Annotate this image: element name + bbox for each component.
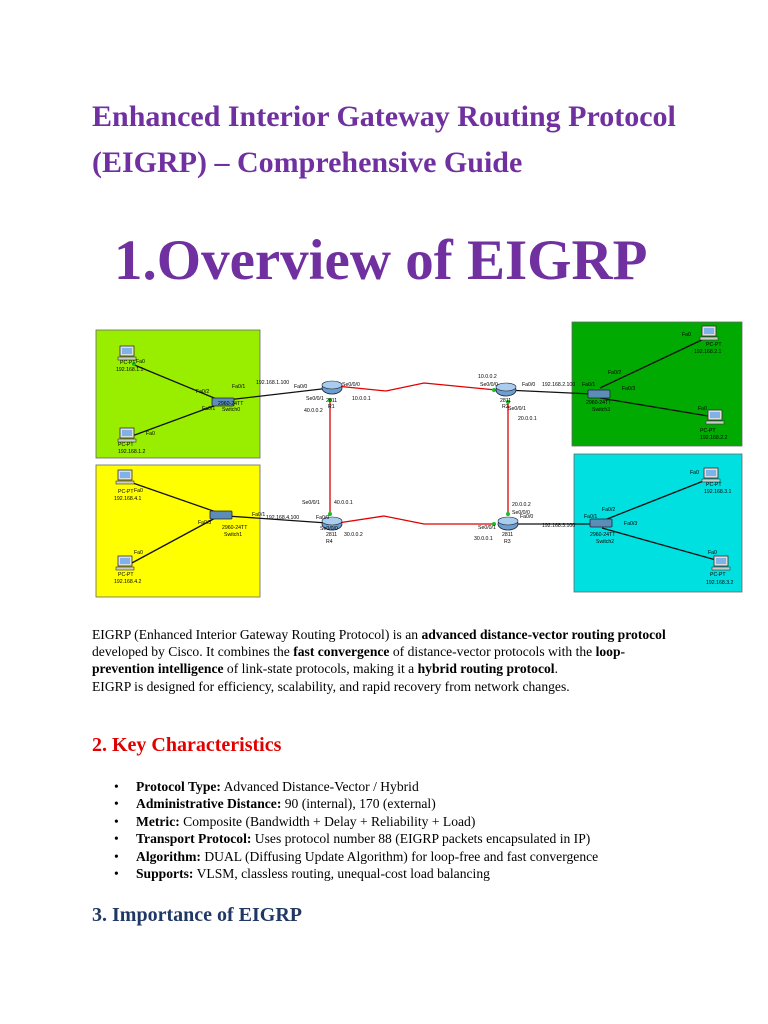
router-name: R4 — [326, 539, 333, 545]
router-name: R3 — [504, 539, 511, 545]
area-lan-192-168-2 — [572, 322, 742, 446]
switch-icon — [210, 511, 232, 519]
switch-port: Fa0/1 — [584, 514, 598, 520]
section-overview-heading: 1.Overview of EIGRP — [114, 229, 648, 292]
intro-text-line2: EIGRP is designed for efficiency, scalability, and rapid recovery from network changes. — [92, 678, 570, 694]
switch-port: Fa0/3 — [198, 520, 212, 526]
switch-model: 2960-24TT — [218, 401, 244, 407]
intro-bold-text: advanced distance-vector routing protocol — [421, 627, 666, 642]
pc-name: PC-PT — [700, 428, 716, 434]
pc-ip: 192.168.3.2 — [706, 580, 734, 586]
characteristic-label: Metric: — [136, 813, 180, 829]
switch-port: Fa0/3 — [622, 386, 636, 392]
pc-name: PC-PT — [118, 489, 134, 495]
characteristic-label: Transport Protocol: — [136, 831, 252, 847]
router-ip: 20.0.0.2 — [512, 502, 531, 508]
characteristics-list — [92, 778, 712, 882]
switch-name: Switch1 — [224, 532, 243, 538]
router-port: Se0/0/0 — [320, 526, 338, 532]
characteristic-text: DUAL (Diffusing Update Algorithm) for loop-free and fast convergence — [200, 848, 599, 864]
intro-bold-text: hybrid routing protocol — [417, 661, 555, 677]
pc-ip: 192.168.1.2 — [118, 449, 146, 455]
characteristic-label: Supports: — [136, 866, 194, 882]
switch-name: Switch2 — [596, 539, 615, 545]
intro-bold-text: fast convergence — [293, 644, 390, 660]
document-title: Enhanced Interior Gateway Routing Protocol (EIGRP) – Comprehensive Guide — [92, 100, 676, 179]
network-topology-diagram — [94, 318, 744, 598]
port-label: Fa0 — [136, 359, 145, 365]
switch-icon — [590, 519, 612, 527]
characteristic-label: Algorithm: — [136, 848, 201, 864]
port-label: Fa0 — [134, 550, 143, 556]
router-port: Se0/0/1 — [478, 525, 496, 531]
switch-port: Fa0/1 — [232, 384, 246, 390]
switch-model: 2960-24TT — [590, 532, 616, 538]
router-ip: 30.0.0.2 — [344, 532, 363, 538]
router-ip: 192.168.1.100 — [256, 380, 290, 386]
characteristic-label: Protocol Type: — [136, 779, 221, 794]
port-label: Fa0 — [146, 431, 155, 437]
intro-text: developed by Cisco. It combines the — [92, 644, 294, 660]
pc-ip: 192.168.2.2 — [700, 435, 728, 441]
characteristic-text: Composite (Bandwidth + Delay + Reliability + Load) — [179, 813, 476, 829]
port-label: Fa0 — [708, 550, 717, 556]
router-model: 2811 — [326, 398, 338, 404]
characteristic-text: Advanced Distance-Vector / Hybrid — [220, 779, 419, 794]
switch-icon — [588, 390, 610, 398]
router-model: 2811 — [500, 398, 512, 404]
router-port: Fa0/0 — [294, 384, 308, 390]
router-ip: 192.168.4.100 — [266, 515, 300, 521]
router-ip: 10.0.0.1 — [352, 396, 371, 402]
intro-text: . — [554, 661, 558, 677]
pc-name: PC-PT — [118, 442, 134, 448]
pc-name: PC-PT — [706, 342, 722, 348]
switch-port: Fa0/2 — [196, 389, 210, 395]
router-ip: 10.0.0.2 — [478, 374, 497, 380]
pc-ip: 192.168.1.1 — [116, 367, 144, 373]
pc-icon — [118, 428, 136, 442]
switch-port: Fa0/2 — [608, 370, 622, 376]
router-icon — [496, 383, 516, 396]
pc-icon — [116, 470, 134, 484]
list-item — [92, 795, 712, 812]
pc-icon — [116, 556, 134, 570]
list-item — [92, 778, 712, 795]
router-name: R2 — [502, 404, 509, 410]
intro-text: of link-state protocols, making it a — [223, 661, 418, 677]
pc-ip: 192.168.4.1 — [114, 496, 142, 502]
pc-icon — [700, 326, 718, 340]
router-ip: 20.0.0.1 — [518, 416, 537, 422]
router-port: Se0/0/1 — [302, 500, 320, 506]
pc-ip: 192.168.3.1 — [704, 489, 732, 495]
list-item — [92, 813, 712, 830]
intro-text: EIGRP (Enhanced Interior Gateway Routing Protocol) is an — [92, 627, 422, 642]
section-key-characteristics-heading: 2. Key Characteristics — [92, 734, 282, 756]
list-item — [92, 865, 712, 882]
router-port: Se0/0/0 — [342, 382, 360, 388]
pc-name: PC-PT — [706, 482, 722, 488]
pc-icon — [712, 556, 730, 570]
switch-name: Switch3 — [592, 407, 611, 413]
switch-name: Switch0 — [222, 407, 241, 413]
port-label: Fa0 — [698, 406, 707, 412]
router-ip: 40.0.0.2 — [304, 408, 323, 414]
switch-model: 2960-24TT — [586, 400, 612, 406]
router-icon — [498, 517, 518, 530]
pc-name: PC-PT — [710, 572, 726, 578]
intro-paragraph — [92, 626, 682, 695]
port-label: Fa0 — [690, 470, 699, 476]
pc-icon — [118, 346, 136, 360]
router-port: Fa0/0 — [520, 514, 534, 520]
characteristic-label: Administrative Distance: — [136, 796, 282, 812]
switch-port: Fa0/1 — [582, 382, 596, 388]
router-icon — [322, 381, 342, 394]
router-ip: 192.168.2.100 — [542, 382, 576, 388]
characteristic-text: Uses protocol number 88 (EIGRP packets encapsulated in IP) — [251, 831, 591, 847]
router-model: 2811 — [326, 532, 338, 538]
list-item — [92, 830, 712, 847]
switch-port: Fa0/2 — [602, 507, 616, 513]
router-port: Se0/0/0 — [512, 510, 530, 516]
intro-bold-text: loop-prevention intelligence — [92, 644, 626, 677]
characteristic-text: 90 (internal), 170 (external) — [281, 796, 436, 812]
router-port: Se0/0/0 — [480, 382, 498, 388]
router-ip: 30.0.0.1 — [474, 536, 493, 542]
switch-port: Fa0/1 — [202, 406, 216, 412]
pc-ip: 192.168.4.2 — [114, 579, 142, 585]
port-label: Fa0 — [682, 332, 691, 338]
pc-name: PC-PT — [118, 572, 134, 578]
router-model: 2811 — [502, 532, 514, 538]
pc-icon — [706, 410, 724, 424]
intro-text: of distance-vector protocols with the — [389, 644, 596, 660]
characteristic-text: VLSM, classless routing, unequal-cost load balancing — [193, 866, 490, 882]
pc-ip: 192.168.2.1 — [694, 349, 722, 355]
pc-icon — [702, 468, 720, 482]
router-ip: 40.0.0.1 — [334, 500, 353, 506]
router-port: Se0/0/1 — [508, 406, 526, 412]
router-ip: 192.168.3.100 — [542, 523, 576, 529]
router-port: Fa0/0 — [522, 382, 536, 388]
switch-port: Fa0/1 — [252, 512, 266, 518]
switch-port: Fa0/3 — [624, 521, 638, 527]
port-label: Fa0 — [134, 488, 143, 494]
pc-name: PC-PT — [120, 360, 136, 366]
router-name: R1 — [328, 404, 335, 410]
list-item — [92, 848, 712, 865]
switch-model: 2960-24TT — [222, 525, 248, 531]
section-importance-heading: 3. Importance of EIGRP — [92, 904, 302, 926]
router-port: Se0/0/1 — [306, 396, 324, 402]
router-port: Fa0/0 — [316, 515, 330, 521]
